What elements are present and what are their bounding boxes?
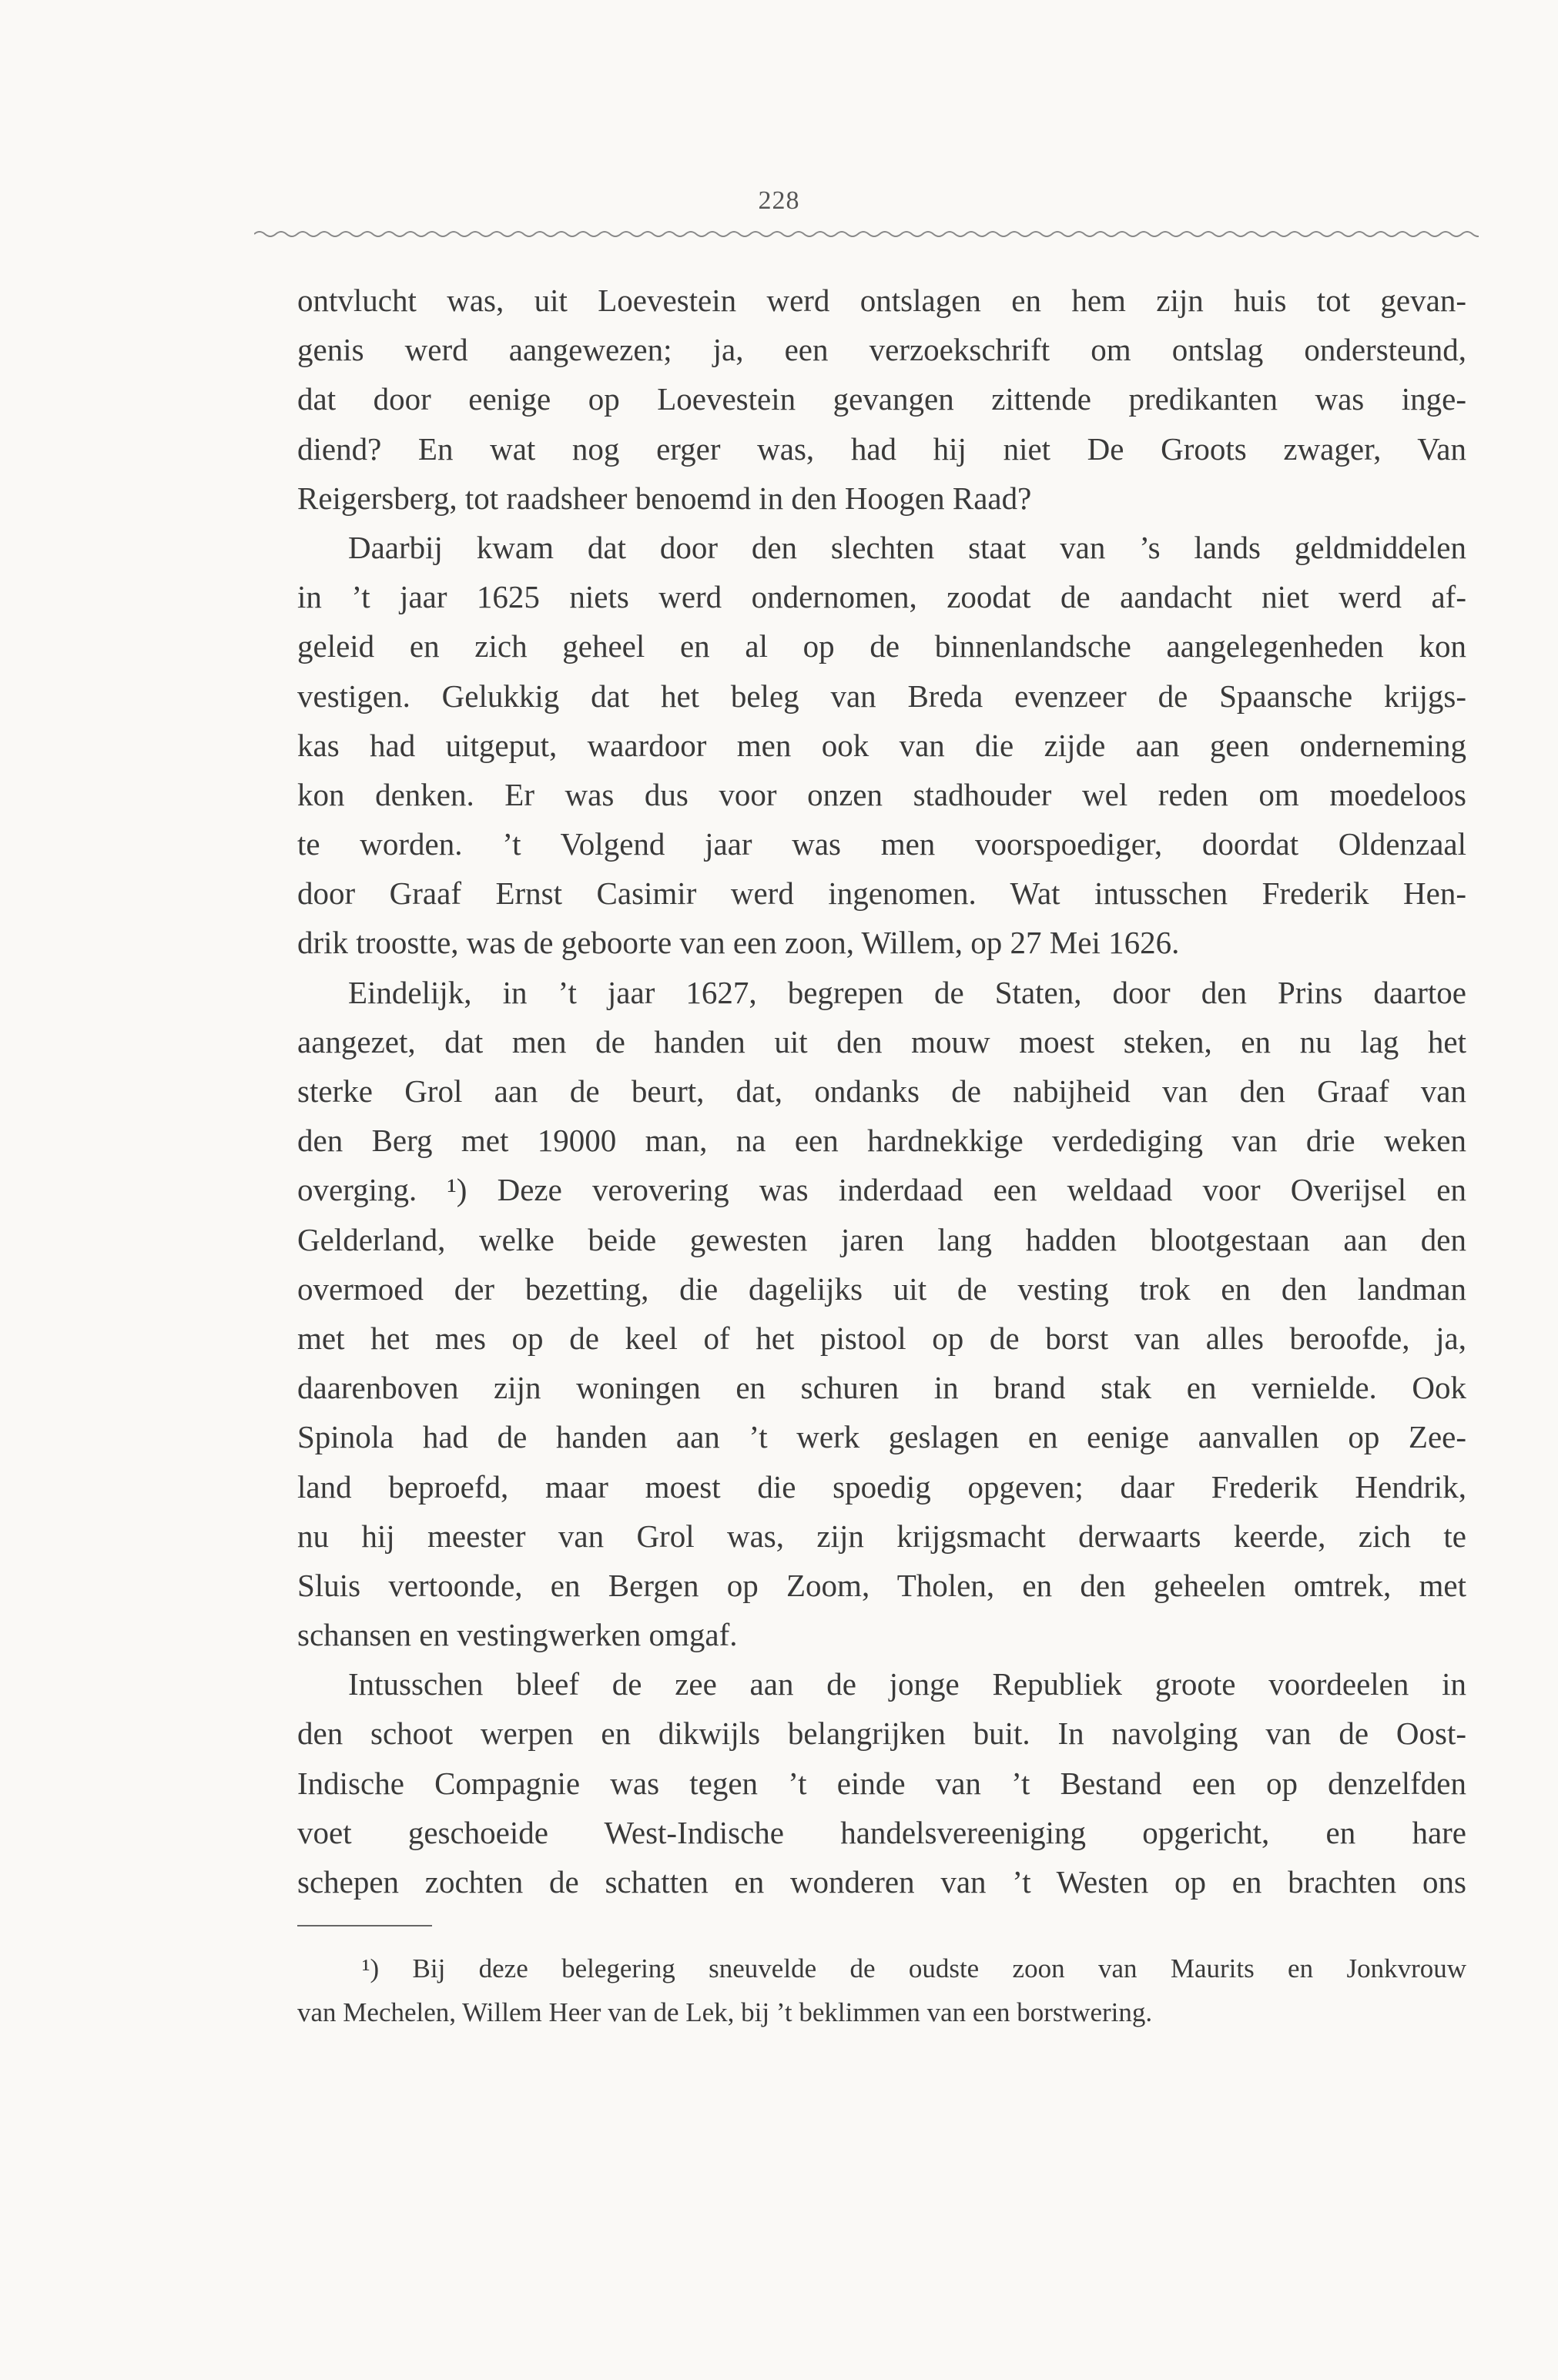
text-line: kon denken. Er was dus voor onzen stadhouder wel reden om moedeloos	[297, 776, 1466, 812]
text-line: overging. ¹) Deze verovering was inderdaad een weldaad voor Overijsel en	[297, 1172, 1466, 1208]
text-line: Eindelijk, in ’t jaar 1627, begrepen de Staten, door den Prins daartoe	[348, 974, 1466, 1010]
footnote-rule	[297, 1925, 432, 1926]
text-line: voet geschoeide West-Indische handelsvereeniging opgericht, en hare	[297, 1814, 1466, 1850]
text-line: Daarbij kwam dat door den slechten staat van ’s lands geldmiddelen	[348, 529, 1466, 565]
text-line: diend? En wat nog erger was, had hij niet De Groots zwager, Van	[297, 430, 1466, 467]
text-line: te worden. ’t Volgend jaar was men voorspoediger, doordat Oldenzaal	[297, 826, 1466, 862]
text-line: met het mes op de keel of het pistool op de borst van alles beroofde, ja,	[297, 1320, 1466, 1356]
text-line: Indische Compagnie was tegen ’t einde van ’t Bestand een op denzelfden	[297, 1765, 1466, 1801]
text-line: ontvlucht was, uit Loevestein werd ontslagen en hem zijn huis tot gevan-	[297, 283, 1466, 318]
text-line: drik troostte, was de geboorte van een zoon, Willem, op 27 Mei 1626.	[297, 925, 1180, 961]
text-line: den Berg met 19000 man, na een hardnekkige verdediging van drie weken	[297, 1123, 1466, 1159]
text-line: daarenboven zijn woningen en schuren in brand stak en vernielde. Ook	[297, 1370, 1466, 1406]
footnote-line: ¹) Bij deze belegering sneuvelde de oudste zoon van Maurits en Jonkvrouw	[362, 1953, 1466, 1983]
footnotes	[297, 1947, 1466, 2034]
text-line: schepen zochten de schatten en wonderen van ’t Westen op en brachten ons	[297, 1864, 1466, 1900]
text-line: Reigersberg, tot raadsheer benoemd in den Hoogen Raad?	[297, 480, 1032, 516]
page-number: 228	[758, 186, 800, 215]
text-line: overmoed der bezetting, die dagelijks uit de vesting trok en den landman	[297, 1270, 1466, 1307]
text-line: vestigen. Gelukkig dat het beleg van Breda evenzeer de Spaansche krijgs-	[297, 678, 1466, 714]
text-line: sterke Grol aan de beurt, dat, ondanks de nabijheid van den Graaf van	[297, 1073, 1466, 1109]
text-line: nu hij meester van Grol was, zijn krijgsmacht derwaarts keerde, zich te	[297, 1518, 1466, 1554]
text-line: kas had uitgeput, waardoor men ook van die zijde aan geen onderneming	[297, 727, 1466, 763]
text-line: land beproefd, maar moest die spoedig opgeven; daar Frederik Hendrik,	[297, 1468, 1466, 1505]
body-text	[297, 276, 1466, 1906]
text-line: door Graaf Ernst Casimir werd ingenomen. Wat intusschen Frederik Hen-	[297, 875, 1466, 912]
footnote-line: van Mechelen, Willem Heer van de Lek, bij ’t beklimmen van een borstwering.	[297, 1997, 1153, 2027]
text-line: in ’t jaar 1625 niets werd ondernomen, zoodat de aandacht niet werd af-	[297, 579, 1466, 615]
text-line: aangezet, dat men de handen uit den mouw moest steken, en nu lag het	[297, 1023, 1466, 1059]
text-line: den schoot werpen en dikwijls belangrijken buit. In navolging van de Oost-	[297, 1716, 1466, 1752]
text-line: Gelderland, welke beide gewesten jaren lang hadden blootgestaan aan den	[297, 1221, 1466, 1257]
text-line: schansen en vestingwerken omgaf.	[297, 1617, 738, 1653]
text-line: Intusschen bleef de zee aan de jonge Republiek groote voordeelen in	[348, 1666, 1466, 1702]
text-line: Sluis vertoonde, en Bergen op Zoom, Tholen, en den geheelen omtrek, met	[297, 1567, 1466, 1603]
text-line: dat door eenige op Loevestein gevangen zittende predikanten was inge-	[297, 381, 1466, 417]
text-line: Spinola had de handen aan ’t werk geslagen en eenige aanvallen op Zee-	[297, 1419, 1466, 1455]
text-line: genis werd aangewezen; ja, een verzoekschrift om ontslag ondersteund,	[297, 332, 1466, 368]
text-line: geleid en zich geheel en al op de binnenlandsche aangelegenheden kon	[297, 628, 1466, 664]
wavy-divider	[254, 228, 1479, 240]
